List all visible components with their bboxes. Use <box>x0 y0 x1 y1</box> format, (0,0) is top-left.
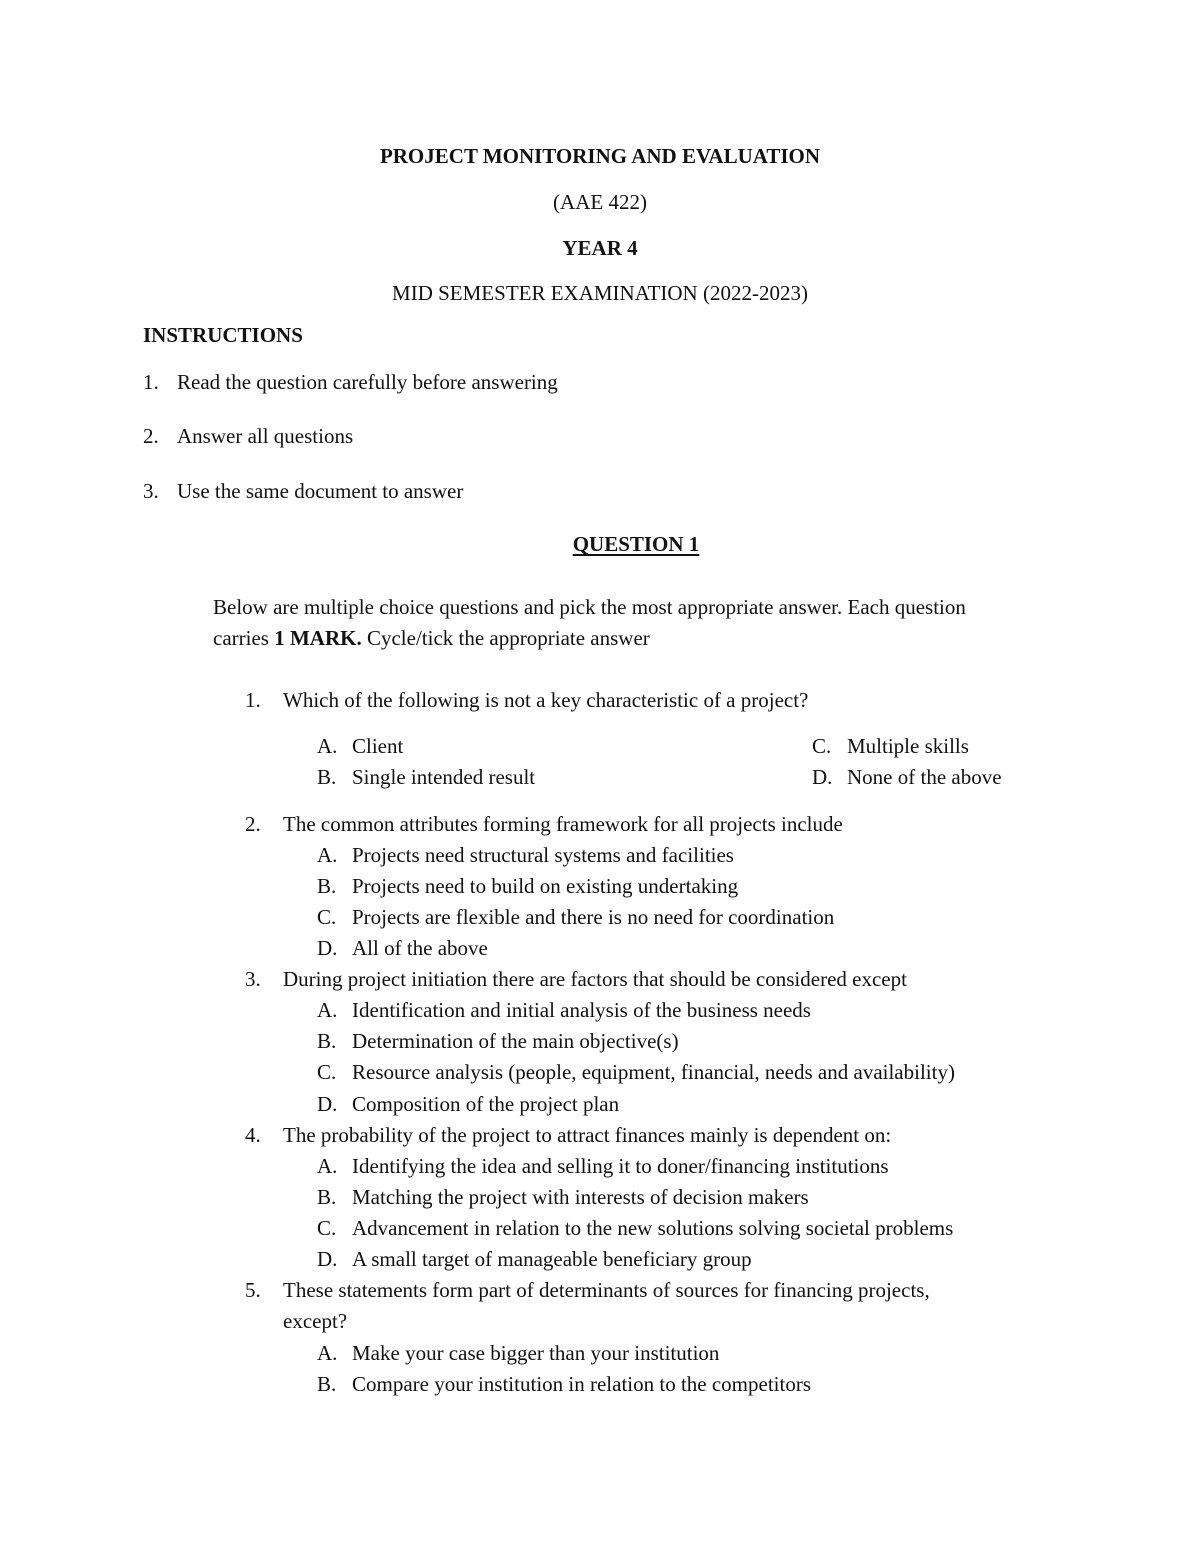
instruction-number: 1. <box>143 370 159 394</box>
option-text[interactable]: Matching the project with interests of decision makers <box>352 1185 809 1209</box>
section-intro-line2 <box>213 628 650 649</box>
option-text[interactable]: Composition of the project plan <box>352 1092 620 1116</box>
option-text[interactable]: None of the above <box>847 765 1002 789</box>
option-text[interactable]: Client <box>352 734 404 758</box>
option-letter[interactable]: B. <box>317 1029 337 1053</box>
question-text: The common attributes forming framework for all projects include <box>283 812 843 836</box>
instruction-text: Read the question carefully before answering <box>177 370 558 394</box>
instruction-number: 3. <box>143 479 159 503</box>
option-letter[interactable]: C. <box>317 1060 337 1084</box>
option-letter[interactable]: D. <box>317 936 338 960</box>
course-code: (AAE 422) <box>553 190 647 214</box>
option-text[interactable]: Identification and initial analysis of the business needs <box>352 998 811 1022</box>
option-letter[interactable]: D. <box>317 1247 338 1271</box>
option-letter[interactable]: B. <box>317 1372 337 1396</box>
option-letter[interactable]: A. <box>317 1341 338 1365</box>
option-letter[interactable]: B. <box>317 1185 337 1209</box>
question-text: Which of the following is not a key characteristic of a project? <box>283 688 809 712</box>
option-text[interactable]: Determination of the main objective(s) <box>352 1029 679 1053</box>
question-text-continued: except? <box>283 1309 348 1333</box>
option-text[interactable]: Identifying the idea and selling it to doner/financing institutions <box>352 1154 889 1178</box>
option-letter[interactable]: A. <box>317 998 338 1022</box>
option-text[interactable]: Advancement in relation to the new solutions solving societal problems <box>352 1216 954 1240</box>
question-text: These statements form part of determinants of sources for financing projects, <box>283 1278 930 1302</box>
question-number: 5. <box>245 1278 261 1302</box>
question-text: The probability of the project to attract finances mainly is dependent on: <box>283 1123 892 1147</box>
option-text[interactable]: All of the above <box>352 936 488 960</box>
instruction-text: Answer all questions <box>177 424 354 448</box>
intro-text: Cycle/tick the appropriate answer <box>361 626 650 650</box>
option-text[interactable]: Projects need structural systems and facilities <box>352 843 734 867</box>
option-text[interactable]: Projects need to build on existing undertaking <box>352 874 739 898</box>
option-text[interactable]: Compare your institution in relation to the competitors <box>352 1372 812 1396</box>
question-number: 2. <box>245 812 261 836</box>
option-letter[interactable]: B. <box>317 874 337 898</box>
option-letter[interactable]: A. <box>317 734 338 758</box>
intro-text: carries <box>213 626 275 650</box>
option-letter[interactable]: C. <box>317 905 337 929</box>
option-text[interactable]: Multiple skills <box>847 734 969 758</box>
option-text[interactable]: A small target of manageable beneficiary group <box>352 1247 752 1271</box>
page-title: PROJECT MONITORING AND EVALUATION <box>379 144 821 168</box>
instruction-text: Use the same document to answer <box>177 479 464 503</box>
question-number: 1. <box>245 688 261 712</box>
option-text[interactable]: Single intended result <box>352 765 536 789</box>
section-heading: QUESTION 1 <box>572 532 700 556</box>
question-number: 3. <box>245 967 261 991</box>
option-letter[interactable]: C. <box>317 1216 337 1240</box>
marks-label: 1 MARK. <box>274 626 362 650</box>
option-text[interactable]: Make your case bigger than your institution <box>352 1341 720 1365</box>
section-intro-line1: Below are multiple choice questions and pick the most appropriate answer. Each question <box>213 595 966 619</box>
option-letter[interactable]: B. <box>317 765 337 789</box>
instructions-heading: INSTRUCTIONS <box>143 323 303 347</box>
option-letter[interactable]: D. <box>812 765 833 789</box>
year-label: YEAR 4 <box>562 236 638 260</box>
option-letter[interactable]: A. <box>317 843 338 867</box>
option-text[interactable]: Resource analysis (people, equipment, financial, needs and availability) <box>352 1060 955 1084</box>
question-number: 4. <box>245 1123 261 1147</box>
option-letter[interactable]: A. <box>317 1154 338 1178</box>
instruction-number: 2. <box>143 424 159 448</box>
exam-label: MID SEMESTER EXAMINATION (2022-2023) <box>392 281 808 305</box>
option-letter[interactable]: C. <box>812 734 832 758</box>
question-text: During project initiation there are factors that should be considered except <box>283 967 907 991</box>
option-letter[interactable]: D. <box>317 1092 338 1116</box>
option-text[interactable]: Projects are flexible and there is no need for coordination <box>352 905 835 929</box>
